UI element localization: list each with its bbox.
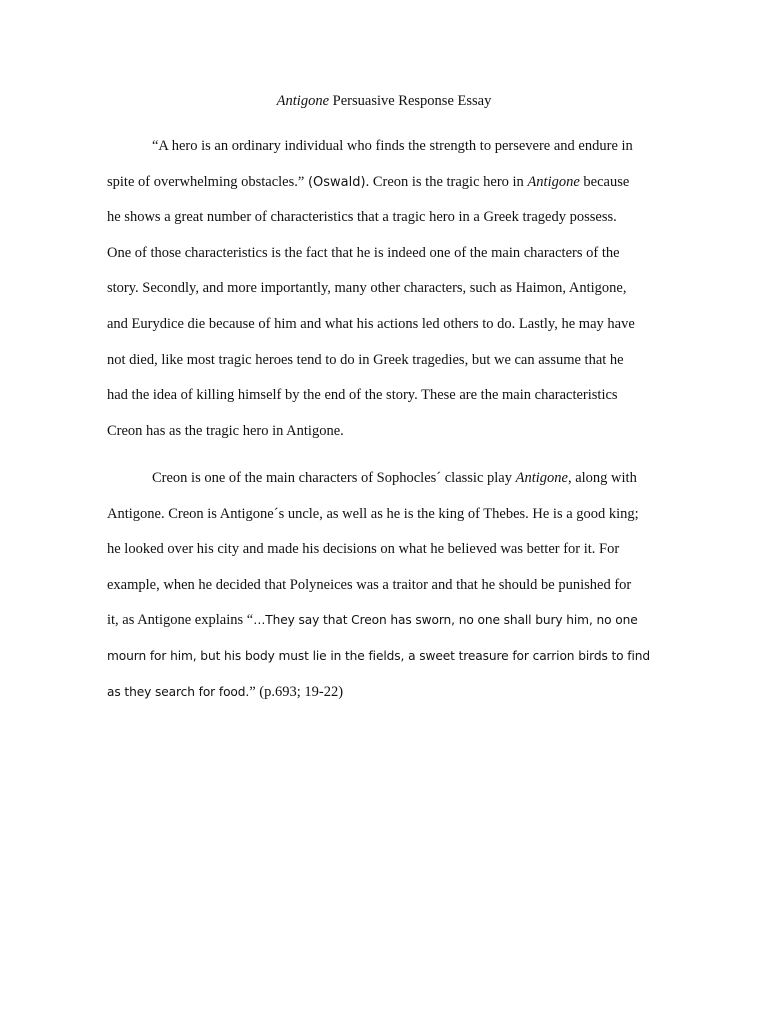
line-2-text-a: spite of overwhelming obstacles.” (107, 173, 308, 190)
paragraph-1-line-2 (107, 172, 659, 208)
paragraph-1-line-5: story. Secondly, and more importantly, many other characters, such as Haimon, Antigone, (107, 280, 627, 297)
paragraph-1-line-3: he shows a great number of characteristics that a tragic hero in a Greek tragedy possess. (107, 209, 617, 226)
paragraph-1-line-9: Creon has as the tragic hero in Antigone. (107, 422, 344, 439)
p2-line-1-text-b: , along with (567, 470, 637, 486)
paragraph-2-line-3: he looked over his city and made his decisions on what he believed was better for it. For (107, 541, 620, 558)
line-2-text-b: . Creon is the tragic hero in (365, 173, 528, 190)
paragraph-2-line-2: Antigone. Creon is Antigone´s uncle, as well as he is the king of Thebes. He is a good king; (107, 505, 639, 522)
p2-line-1-text-a: Creon is one of the main characters of Sophocles´ classic play (152, 470, 516, 486)
essay-title (0, 92, 768, 110)
paragraph-2-line-4: example, when he decided that Polyneices was a traitor and that he should be punished for (107, 576, 632, 593)
line-2-text-c: because (579, 173, 630, 190)
citation-oswald: (Oswald) (307, 174, 366, 190)
page-reference: ” (p.693; 19-22) (249, 683, 344, 700)
quote-sophocles-1: …They say that Creon has sworn, no one shall bury him, no one (253, 613, 638, 628)
title-italic-part: Antigone (276, 93, 330, 109)
paragraph-2 (107, 468, 659, 717)
quote-sophocles-2a: as they search for (107, 684, 219, 699)
italic-antigone-2: Antigone (515, 470, 568, 486)
paragraph-1-line-8: had the idea of killing himself by the end of the story. These are the main characteristics (107, 387, 618, 404)
paragraph-1-line-1: “A hero is an ordinary individual who finds the strength to persevere and endure in (152, 138, 633, 154)
paragraph-1-line-7: not died, like most tragic heroes tend to do in Greek tragedies, but we can assume that he (107, 351, 624, 368)
paragraph-2-line-6: mourn for him, but his body must lie in the fields, a sweet treasure for carrion birds to find (107, 648, 651, 663)
paragraph-1-line-4: One of those characteristics is the fact that he is indeed one of the main characters of the (107, 244, 620, 261)
p2-line-5-text-a: it, as Antigone explains “ (107, 612, 254, 629)
paragraph-1-line-6: and Eurydice die because of him and what his actions led others to do. Lastly, he may have (107, 315, 635, 332)
paragraph-2-line-1 (107, 468, 659, 504)
title-rest-part: Persuasive Response Essay (329, 93, 492, 109)
italic-antigone: Antigone (527, 173, 580, 190)
paragraph-2-line-5 (107, 610, 659, 646)
quote-sophocles-2b: food. (218, 684, 250, 699)
paragraph-1 (107, 136, 659, 456)
paragraph-2-line-7 (107, 682, 659, 718)
